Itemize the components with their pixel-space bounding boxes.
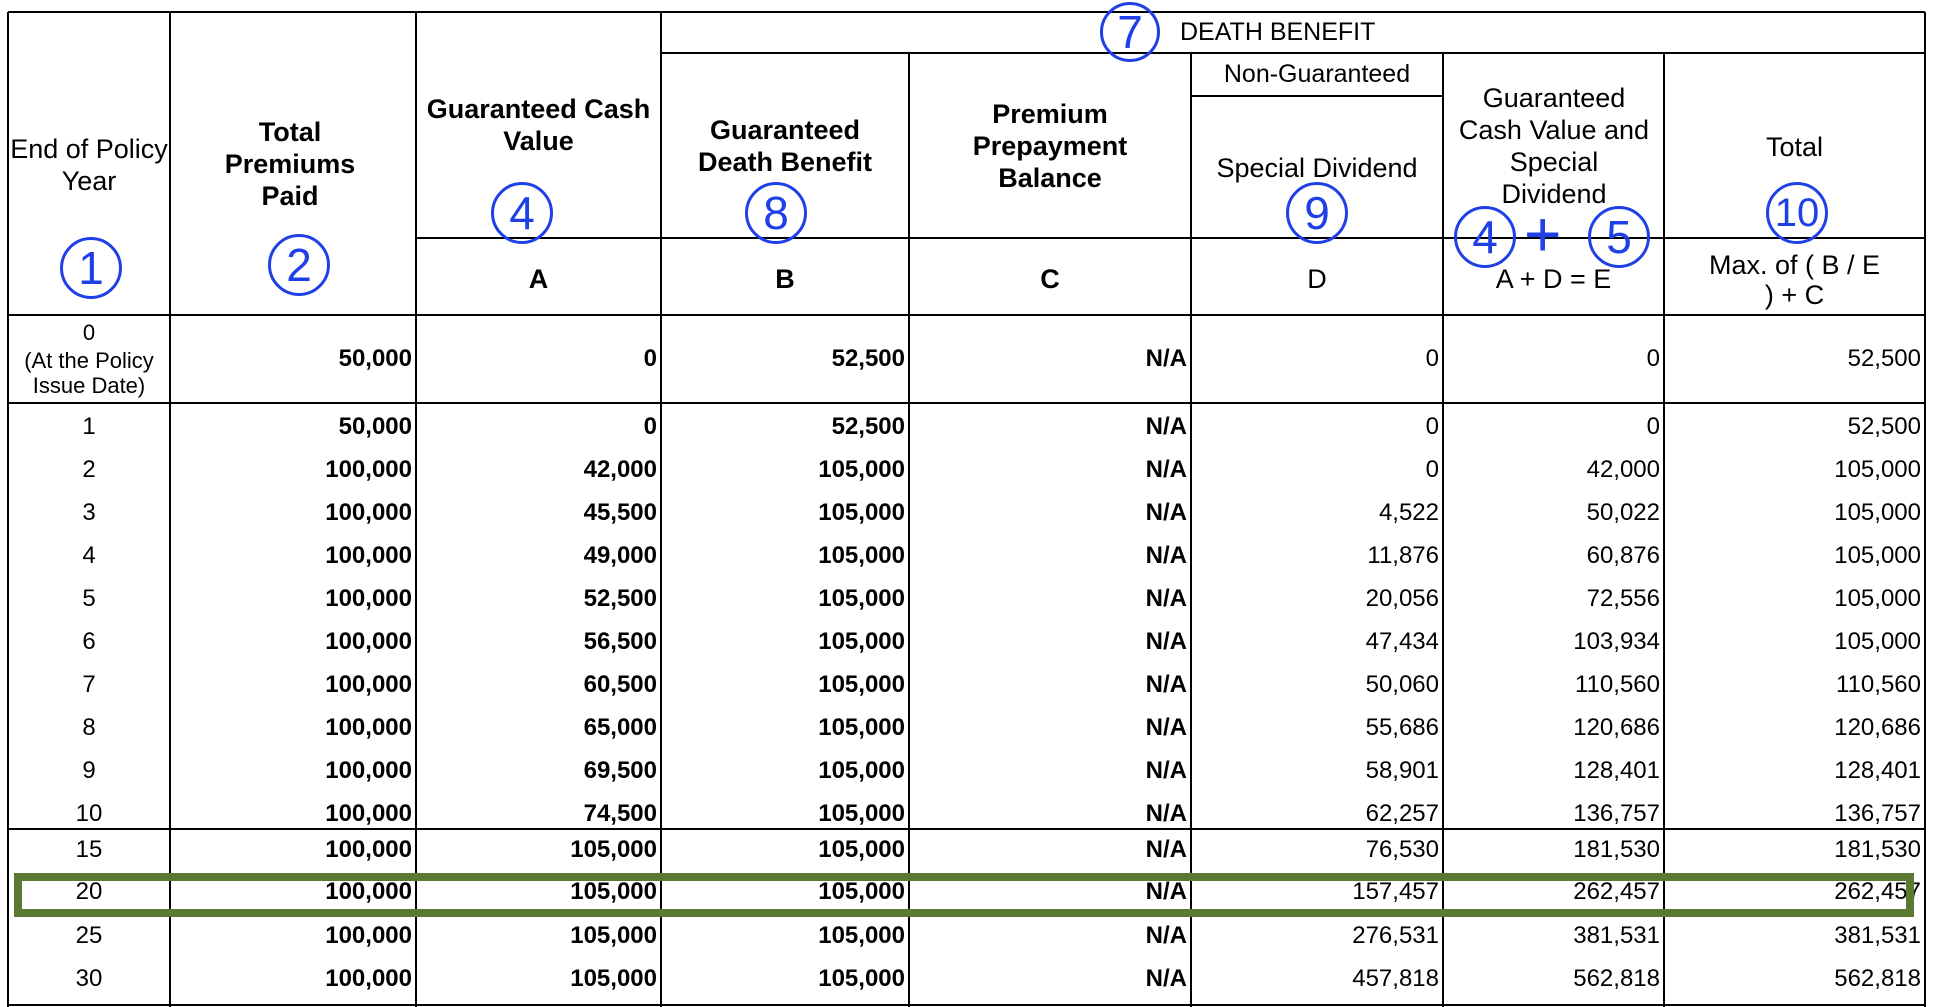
cell-guaranteed-cash-value: 105,000 bbox=[570, 878, 657, 905]
cell-total: 381,531 bbox=[1834, 922, 1921, 949]
cell-premium-prepayment-balance: N/A bbox=[1145, 965, 1187, 992]
cell-guaranteed-cash-value-and-special-dividend: 562,818 bbox=[1573, 965, 1660, 992]
cell-total-premiums-paid: 100,000 bbox=[325, 542, 412, 569]
circled-number-7-marker: 7 bbox=[1100, 2, 1160, 62]
cell-special-dividend: 55,686 bbox=[1365, 714, 1439, 741]
cell-total-premiums-paid: 100,000 bbox=[325, 800, 412, 827]
cell-guaranteed-cash-value: 0 bbox=[643, 413, 657, 440]
header-total-premiums-paid: Total Premiums Paid bbox=[224, 117, 356, 211]
letter-total-formula: Max. of ( B / E ) + C bbox=[1708, 250, 1881, 310]
cell-guaranteed-cash-value-and-special-dividend: 128,401 bbox=[1573, 757, 1660, 784]
cell-total: 52,500 bbox=[1847, 345, 1921, 372]
letter-e-formula: A + D = E bbox=[1495, 264, 1612, 294]
cell-special-dividend: 76,530 bbox=[1365, 836, 1439, 863]
cell-total: 105,000 bbox=[1834, 628, 1921, 655]
cell-guaranteed-death-benefit: 105,000 bbox=[818, 757, 905, 784]
cell-policy-year: 9 bbox=[82, 757, 96, 784]
cell-total-premiums-paid: 100,000 bbox=[325, 714, 412, 741]
cell-guaranteed-death-benefit: 105,000 bbox=[818, 922, 905, 949]
cell-total-premiums-paid: 100,000 bbox=[325, 628, 412, 655]
cell-premium-prepayment-balance: N/A bbox=[1145, 542, 1187, 569]
circled-number-8-marker: 8 bbox=[745, 182, 807, 244]
cell-special-dividend: 457,818 bbox=[1352, 965, 1439, 992]
cell-guaranteed-cash-value: 42,000 bbox=[583, 456, 657, 483]
header-guaranteed-death-benefit: Guaranteed Death Benefit bbox=[697, 115, 873, 177]
cell-guaranteed-cash-value: 105,000 bbox=[570, 965, 657, 992]
cell-special-dividend: 62,257 bbox=[1365, 800, 1439, 827]
cell-policy-year: 0 bbox=[82, 320, 96, 345]
cell-guaranteed-cash-value-and-special-dividend: 0 bbox=[1646, 413, 1660, 440]
cell-policy-year: 4 bbox=[82, 542, 96, 569]
cell-special-dividend: 157,457 bbox=[1352, 878, 1439, 905]
cell-guaranteed-death-benefit: 105,000 bbox=[818, 542, 905, 569]
cell-policy-year: 6 bbox=[82, 628, 96, 655]
death-benefit-header: DEATH BENEFIT bbox=[1180, 18, 1376, 46]
circled-number-5-marker: 5 bbox=[1588, 206, 1650, 268]
cell-total: 105,000 bbox=[1834, 585, 1921, 612]
cell-guaranteed-cash-value: 52,500 bbox=[583, 585, 657, 612]
cell-total: 105,000 bbox=[1834, 456, 1921, 483]
cell-guaranteed-death-benefit: 52,500 bbox=[831, 413, 905, 440]
cell-total-premiums-paid: 100,000 bbox=[325, 922, 412, 949]
cell-total: 110,560 bbox=[1836, 671, 1921, 698]
cell-total: 52,500 bbox=[1847, 413, 1921, 440]
cell-guaranteed-cash-value: 56,500 bbox=[583, 628, 657, 655]
cell-total-premiums-paid: 100,000 bbox=[325, 836, 412, 863]
cell-policy-year: 20 bbox=[75, 878, 103, 905]
cell-guaranteed-death-benefit: 105,000 bbox=[818, 836, 905, 863]
cell-premium-prepayment-balance: N/A bbox=[1145, 878, 1187, 905]
cell-premium-prepayment-balance: N/A bbox=[1145, 671, 1187, 698]
header-total: Total bbox=[1765, 132, 1824, 162]
cell-guaranteed-cash-value: 105,000 bbox=[570, 836, 657, 863]
cell-guaranteed-cash-value-and-special-dividend: 72,556 bbox=[1586, 585, 1660, 612]
circled-number-10-marker: 10 bbox=[1766, 182, 1828, 244]
cell-total-premiums-paid: 100,000 bbox=[325, 878, 412, 905]
letter-b: B bbox=[775, 264, 795, 294]
cell-policy-year: 15 bbox=[75, 836, 103, 863]
cell-guaranteed-cash-value-and-special-dividend: 103,934 bbox=[1573, 628, 1660, 655]
cell-total: 120,686 bbox=[1834, 714, 1921, 741]
cell-policy-year: 7 bbox=[82, 671, 96, 698]
cell-policy-year: 10 bbox=[75, 800, 103, 827]
circled-number-4-marker: 4 bbox=[491, 182, 553, 244]
cell-total: 136,757 bbox=[1834, 800, 1921, 827]
cell-total-premiums-paid: 100,000 bbox=[325, 757, 412, 784]
cell-guaranteed-cash-value-and-special-dividend: 262,457 bbox=[1573, 878, 1660, 905]
row-20-highlight bbox=[14, 873, 1914, 917]
cell-special-dividend: 4,522 bbox=[1378, 499, 1439, 526]
cell-special-dividend: 0 bbox=[1425, 413, 1439, 440]
cell-guaranteed-cash-value-and-special-dividend: 120,686 bbox=[1573, 714, 1660, 741]
cell-guaranteed-cash-value-and-special-dividend: 181,530 bbox=[1573, 836, 1660, 863]
header-end-of-policy-year: End of Policy Year bbox=[10, 134, 168, 196]
cell-premium-prepayment-balance: N/A bbox=[1145, 456, 1187, 483]
cell-total: 105,000 bbox=[1834, 499, 1921, 526]
cell-special-dividend: 58,901 bbox=[1365, 757, 1439, 784]
cell-total-premiums-paid: 50,000 bbox=[338, 345, 412, 372]
header-guaranteed-cash-value: Guaranteed Cash Value bbox=[426, 94, 651, 156]
cell-total: 262,457 bbox=[1834, 878, 1921, 905]
cell-total-premiums-paid: 50,000 bbox=[338, 413, 412, 440]
cell-premium-prepayment-balance: N/A bbox=[1145, 836, 1187, 863]
circled-number-4-sum-marker: 4 bbox=[1454, 206, 1516, 268]
cell-policy-year: 5 bbox=[82, 585, 96, 612]
cell-special-dividend: 0 bbox=[1425, 345, 1439, 372]
circled-number-9-marker: 9 bbox=[1286, 182, 1348, 244]
cell-policy-year: 8 bbox=[82, 714, 96, 741]
circled-number-2-marker: 2 bbox=[268, 234, 330, 296]
cell-guaranteed-death-benefit: 105,000 bbox=[818, 965, 905, 992]
non-guaranteed-header: Non-Guaranteed bbox=[1223, 60, 1411, 88]
cell-special-dividend: 276,531 bbox=[1352, 922, 1439, 949]
cell-premium-prepayment-balance: N/A bbox=[1145, 345, 1187, 372]
cell-premium-prepayment-balance: N/A bbox=[1145, 922, 1187, 949]
cell-total-premiums-paid: 100,000 bbox=[325, 965, 412, 992]
cell-guaranteed-death-benefit: 105,000 bbox=[818, 585, 905, 612]
cell-total: 181,530 bbox=[1834, 836, 1921, 863]
cell-special-dividend: 50,060 bbox=[1365, 671, 1439, 698]
cell-special-dividend: 0 bbox=[1425, 456, 1439, 483]
cell-premium-prepayment-balance: N/A bbox=[1145, 628, 1187, 655]
header-premium-prepayment-balance: Premium Prepayment Balance bbox=[972, 99, 1128, 193]
cell-premium-prepayment-balance: N/A bbox=[1145, 800, 1187, 827]
cell-total: 128,401 bbox=[1834, 757, 1921, 784]
cell-guaranteed-cash-value: 60,500 bbox=[583, 671, 657, 698]
cell-guaranteed-death-benefit: 105,000 bbox=[818, 878, 905, 905]
cell-premium-prepayment-balance: N/A bbox=[1145, 499, 1187, 526]
cell-policy-year: 1 bbox=[82, 413, 96, 440]
cell-guaranteed-cash-value: 0 bbox=[643, 345, 657, 372]
cell-guaranteed-death-benefit: 105,000 bbox=[818, 499, 905, 526]
cell-guaranteed-cash-value: 65,000 bbox=[583, 714, 657, 741]
cell-guaranteed-cash-value-and-special-dividend: 136,757 bbox=[1573, 800, 1660, 827]
cell-total-premiums-paid: 100,000 bbox=[325, 456, 412, 483]
cell-total-premiums-paid: 100,000 bbox=[325, 499, 412, 526]
cell-guaranteed-death-benefit: 105,000 bbox=[818, 628, 905, 655]
cell-total: 105,000 bbox=[1834, 542, 1921, 569]
cell-guaranteed-death-benefit: 105,000 bbox=[818, 800, 905, 827]
cell-special-dividend: 47,434 bbox=[1365, 628, 1439, 655]
cell-guaranteed-death-benefit: 105,000 bbox=[818, 671, 905, 698]
cell-premium-prepayment-balance: N/A bbox=[1145, 714, 1187, 741]
cell-guaranteed-cash-value: 69,500 bbox=[583, 757, 657, 784]
cell-policy-year: 2 bbox=[82, 456, 96, 483]
letter-d: D bbox=[1307, 264, 1327, 294]
cell-policy-year: 25 bbox=[75, 922, 103, 949]
cell-premium-prepayment-balance: N/A bbox=[1145, 585, 1187, 612]
cell-policy-year: 30 bbox=[75, 965, 103, 992]
header-guaranteed-cash-value-and-special-dividend: Guaranteed Cash Value and Special Dividend bbox=[1458, 83, 1650, 209]
cell-guaranteed-death-benefit: 52,500 bbox=[831, 345, 905, 372]
cell-guaranteed-cash-value-and-special-dividend: 381,531 bbox=[1573, 922, 1660, 949]
cell-guaranteed-cash-value-and-special-dividend: 60,876 bbox=[1586, 542, 1660, 569]
cell-guaranteed-cash-value: 45,500 bbox=[583, 499, 657, 526]
cell-guaranteed-cash-value-and-special-dividend: 110,560 bbox=[1575, 671, 1660, 698]
cell-guaranteed-cash-value: 49,000 bbox=[583, 542, 657, 569]
cell-guaranteed-cash-value-and-special-dividend: 50,022 bbox=[1586, 499, 1660, 526]
cell-guaranteed-cash-value: 74,500 bbox=[583, 800, 657, 827]
cell-special-dividend: 11,876 bbox=[1367, 542, 1439, 569]
cell-policy-year-note: (At the Policy Issue Date) bbox=[24, 348, 154, 398]
cell-special-dividend: 20,056 bbox=[1365, 585, 1439, 612]
cell-guaranteed-cash-value-and-special-dividend: 42,000 bbox=[1586, 456, 1660, 483]
cell-premium-prepayment-balance: N/A bbox=[1145, 413, 1187, 440]
cell-total: 562,818 bbox=[1834, 965, 1921, 992]
letter-c: C bbox=[1040, 264, 1060, 294]
cell-guaranteed-cash-value-and-special-dividend: 0 bbox=[1646, 345, 1660, 372]
cell-policy-year: 3 bbox=[82, 499, 96, 526]
cell-total-premiums-paid: 100,000 bbox=[325, 671, 412, 698]
header-special-dividend: Special Dividend bbox=[1216, 153, 1418, 183]
circled-number-1-marker: 1 bbox=[60, 237, 122, 299]
cell-premium-prepayment-balance: N/A bbox=[1145, 757, 1187, 784]
plus-sign-marker: + bbox=[1524, 198, 1562, 270]
cell-guaranteed-cash-value: 105,000 bbox=[570, 922, 657, 949]
cell-total-premiums-paid: 100,000 bbox=[325, 585, 412, 612]
letter-a: A bbox=[528, 264, 549, 294]
cell-guaranteed-death-benefit: 105,000 bbox=[818, 456, 905, 483]
cell-guaranteed-death-benefit: 105,000 bbox=[818, 714, 905, 741]
